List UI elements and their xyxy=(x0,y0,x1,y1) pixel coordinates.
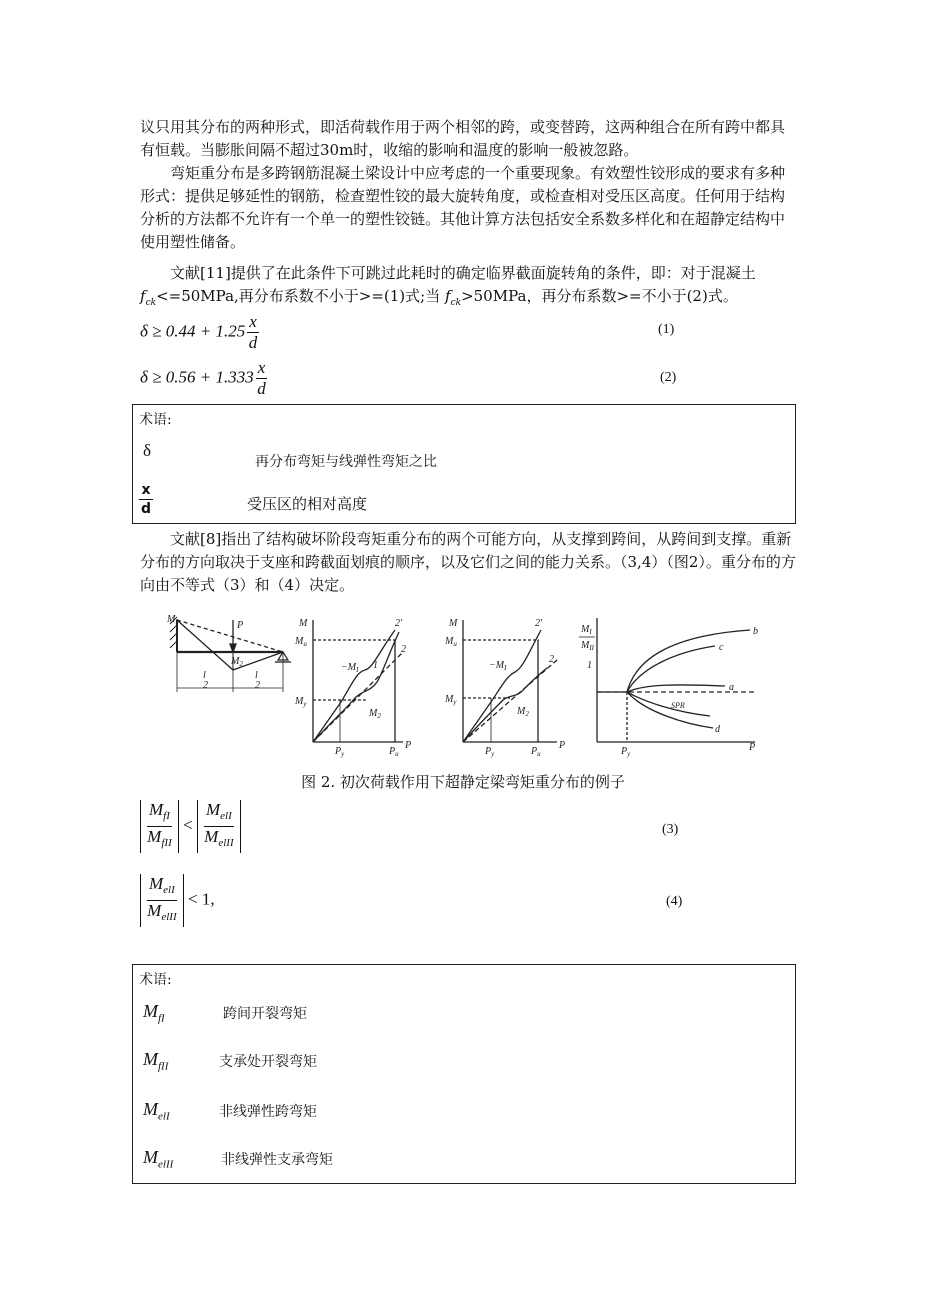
terminology-box-2 xyxy=(132,964,796,1184)
svg-text:2': 2' xyxy=(395,618,403,629)
equation-4-label: (4) xyxy=(666,894,683,909)
svg-text:d: d xyxy=(715,724,720,735)
term-definition-mfii: 支承处开裂弯矩 xyxy=(219,1054,317,1070)
svg-text:b: b xyxy=(753,626,758,637)
svg-text:a: a xyxy=(729,682,734,693)
svg-text:My: $M_y$ xyxy=(445,694,457,706)
svg-text:2: 2 xyxy=(401,644,406,655)
svg-text:Py: $P_y$ xyxy=(621,746,631,758)
svg-text:P: P xyxy=(749,742,756,753)
terminology-heading-2: 术语: xyxy=(139,972,172,988)
svg-text:Py: $P_y$ xyxy=(335,746,345,758)
svg-text:Mu: $M_u$ xyxy=(445,636,457,648)
figure-2 xyxy=(165,612,765,762)
term-definition-mfi: 跨间开裂弯矩 xyxy=(223,1006,307,1022)
figure-2-caption: 图 2. 初次荷载作用下超静定梁弯矩重分布的例子 xyxy=(301,773,625,791)
equation-3: $\frac{M_{fI}}{M_{fII}}$ < $\frac{M_{elI}}{M_{elII}}$ xyxy=(140,800,241,853)
delta-symbol: δ xyxy=(143,441,152,460)
x-over-d-symbol: x d xyxy=(140,482,152,517)
term-definition-melii: 非线弹性支承弯矩 xyxy=(221,1152,333,1168)
paragraph-1: 议只用其分布的两种形式，即活荷载作用于两个相邻的跨，或变替跨，这两种组合在所有跨中都具有恒载。当膨胀间隔不超过30m时，收缩的影响和温度的影响一般被忽路。 xyxy=(140,118,786,159)
svg-text:2: 2 xyxy=(549,654,554,665)
term-symbol-meli: $M_{elI}$ xyxy=(143,1099,170,1123)
terminology-heading: 术语: xyxy=(139,412,172,428)
redistribution-ratio-plot xyxy=(597,618,755,742)
equation-3-label: (3) xyxy=(662,822,679,837)
equation-4: $\frac{M_{elI}}{M_{elII}}$ < 1, xyxy=(140,874,215,927)
svg-text:P: P xyxy=(559,740,566,751)
equation-1-label: (1) xyxy=(658,322,675,337)
terminology-box-1 xyxy=(132,404,796,524)
x-over-d-definition: 受压区的相对高度 xyxy=(247,495,368,513)
svg-text:−MI: $-M_I$ xyxy=(341,662,359,674)
svg-text:MI: $M_I$ xyxy=(581,624,592,636)
fck-symbol-2: $f_{ck}$ xyxy=(445,287,462,308)
paragraph-3-text-a: 文献[11]提供了在此条件下可跳过此耗时的确定临界截面旋转角的条件，即：对于混凝土 xyxy=(170,264,756,282)
delta-definition: 再分布弯矩与线弹性弯矩之比 xyxy=(255,454,437,470)
svg-text:Pu: $P_u$ xyxy=(389,746,399,758)
paragraph-4: 文献[8]指出了结构破坏阶段弯矩重分布的两个可能方向，从支撑到跨间，从跨间到支撑。重新分布的方向取决于支座和跨截面划痕的顺序，以及它们之间的能力关系。（3,4）（图2）。重分布的方向由不等式（3）和（4）决定。 xyxy=(140,530,796,594)
moment-load-plot-1 xyxy=(313,620,403,742)
equation-2-label: (2) xyxy=(660,370,677,385)
paragraph-3-text-b: <=50MPa,再分布系数不小于>=(1)式;当 xyxy=(156,287,441,305)
term-symbol-mfii: $M_{fII}$ xyxy=(143,1049,169,1073)
svg-text:SPR: SPR xyxy=(671,701,685,710)
svg-text:MI: $M_I$ xyxy=(167,614,178,626)
svg-text:2': 2' xyxy=(535,618,543,629)
paragraph-3-text-c: >50MPa，再分布系数>=不小于(2)式。 xyxy=(461,287,738,305)
svg-text:M2: $M_2$ xyxy=(517,706,529,718)
svg-text:2: 2 xyxy=(255,680,260,691)
term-symbol-melii: $M_{elII}$ xyxy=(143,1147,174,1171)
fck-symbol-1: $f_{ck}$ xyxy=(140,287,157,308)
paragraph-2: 弯矩重分布是多跨钢筋混凝土梁设计中应考虑的一个重要现象。有效塑性铰形成的要求有多种形式：提供足够延性的钢筋，检查塑性铰的最大旋转角度，或检查相对受压区高度。任何用于结构分析的方法都不允许有一个单一的塑性铰链。其他计算方法包括安全系数多样化和在超静定结构中使用塑性储备。 xyxy=(140,164,786,251)
moment-load-plot-2 xyxy=(463,620,557,742)
svg-text:M2: $M_2$ xyxy=(369,708,381,720)
svg-text:Py: $P_y$ xyxy=(485,746,495,758)
svg-text:1: 1 xyxy=(587,660,592,671)
svg-text:P: P xyxy=(237,620,244,631)
svg-text:l: l xyxy=(203,670,206,681)
svg-text:M: M xyxy=(299,618,308,629)
term-definition-meli: 非线弹性跨弯矩 xyxy=(219,1104,317,1120)
svg-text:M: M xyxy=(449,618,458,629)
svg-text:My: $M_y$ xyxy=(295,696,307,708)
svg-text:Mu: $M_u$ xyxy=(295,636,307,648)
equation-2: δ ≥ 0.56 + 1.333 $\frac{x}{d}$ xyxy=(140,358,266,398)
svg-text:1: 1 xyxy=(373,660,378,671)
paragraph-3 xyxy=(140,262,792,315)
svg-text:2: 2 xyxy=(203,680,208,691)
term-symbol-mfi: $M_{fI}$ xyxy=(143,1001,165,1025)
svg-text:M2: $M_2$ xyxy=(231,656,243,668)
svg-text:−MI: $-M_I$ xyxy=(489,660,507,672)
equation-1: δ ≥ 0.44 + 1.25 $\frac{x}{d}$ xyxy=(140,312,258,352)
svg-text:Pu: $P_u$ xyxy=(531,746,541,758)
svg-text:l: l xyxy=(255,670,258,681)
svg-text:MII: $M_{II}$ xyxy=(581,640,595,652)
svg-text:c: c xyxy=(719,642,724,653)
beam-diagram xyxy=(170,617,291,692)
svg-text:P: P xyxy=(405,740,412,751)
